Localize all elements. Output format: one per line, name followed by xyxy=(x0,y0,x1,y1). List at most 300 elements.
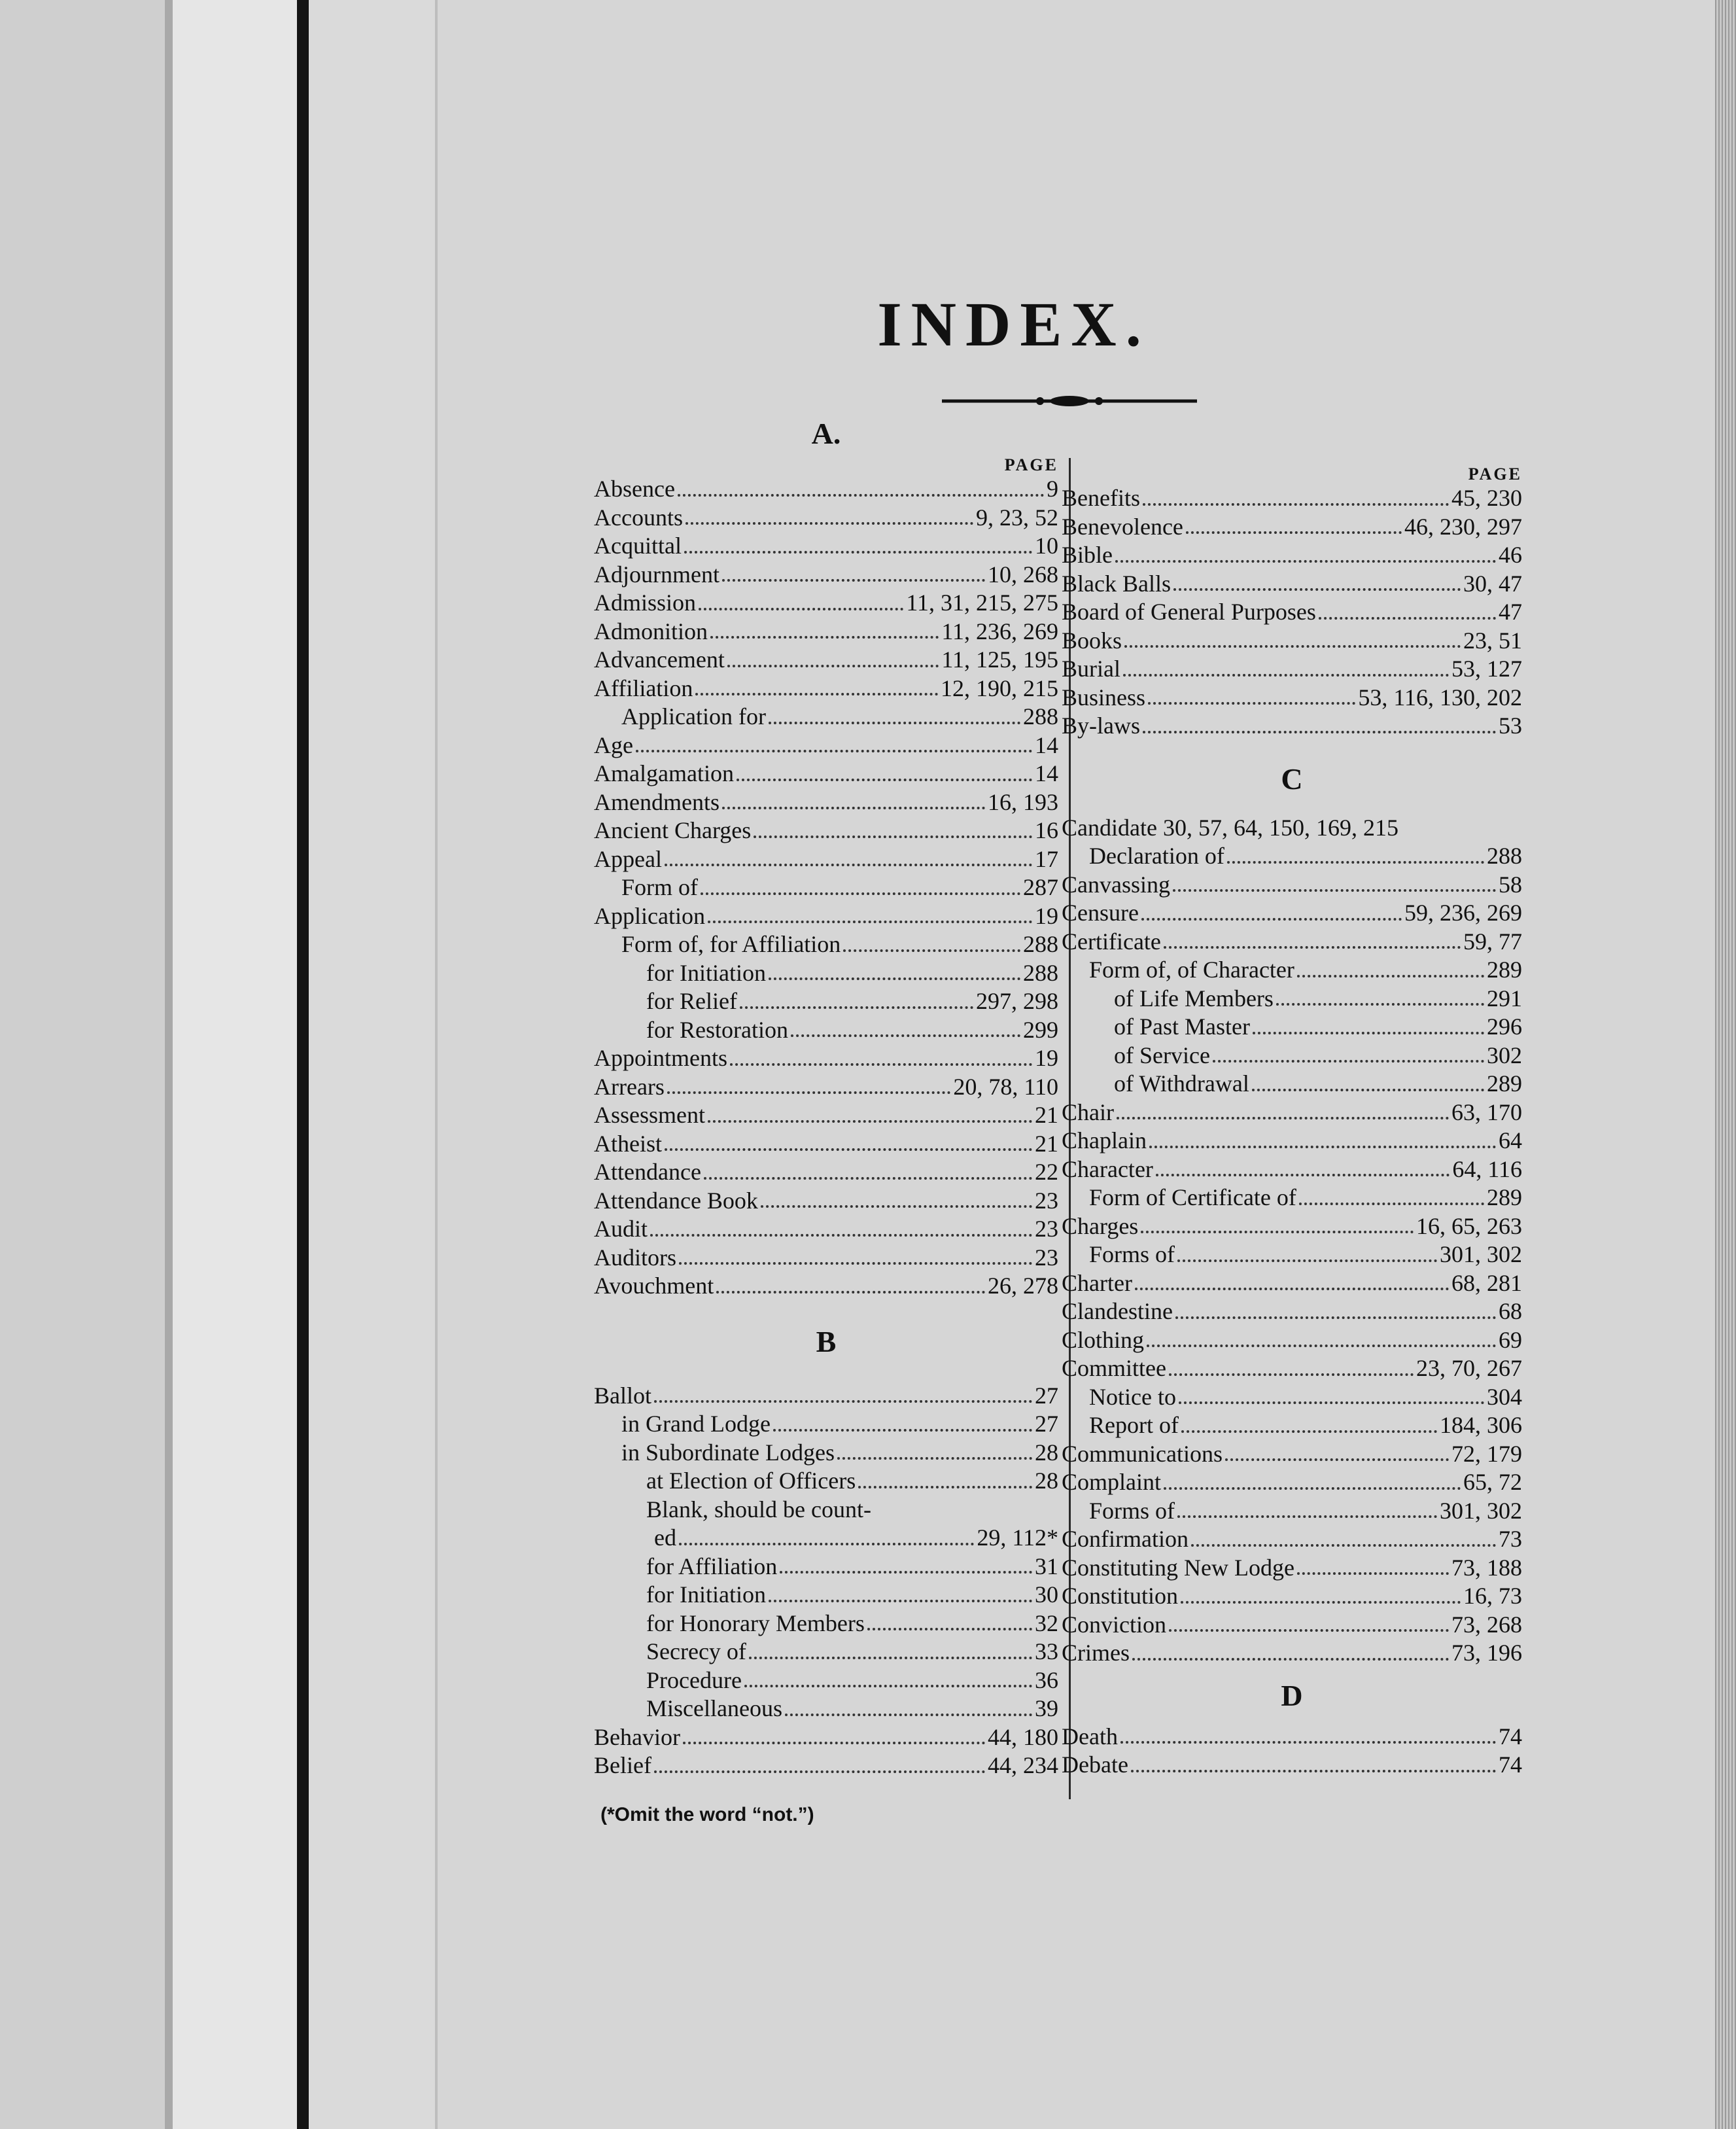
dot-leader xyxy=(1175,1316,1496,1319)
entry-pages: 288 xyxy=(1023,703,1058,730)
dot-leader xyxy=(665,1148,1032,1151)
entry-term: Chaplain xyxy=(1062,1127,1147,1153)
entry-pages: 301, 302 xyxy=(1440,1497,1522,1524)
entry-pages: 63, 170 xyxy=(1451,1099,1522,1125)
dot-leader xyxy=(1147,1345,1496,1347)
dot-leader xyxy=(1131,1770,1496,1772)
index-entry xyxy=(594,1524,1058,1553)
index-entry xyxy=(1062,1383,1522,1412)
dot-leader xyxy=(1181,1601,1461,1604)
index-entry xyxy=(594,902,1058,931)
entry-term: of Service xyxy=(1114,1042,1210,1068)
dot-leader xyxy=(704,1177,1032,1180)
entry-term: for Relief xyxy=(646,988,737,1014)
index-entry xyxy=(1062,598,1522,627)
page-stack-edge xyxy=(1715,0,1736,2129)
entry-pages: 46, 230, 297 xyxy=(1404,513,1522,540)
entry-term: Complaint xyxy=(1062,1469,1161,1495)
index-entry xyxy=(594,1244,1058,1273)
index-entry xyxy=(1062,1582,1522,1611)
entry-pages: 289 xyxy=(1487,957,1522,983)
entry-pages: 12, 190, 215 xyxy=(941,675,1058,701)
dot-leader xyxy=(1177,1259,1437,1262)
dot-leader xyxy=(1276,1003,1484,1006)
index-entry xyxy=(1062,1212,1522,1241)
entry-term: Character xyxy=(1062,1155,1153,1182)
entry-pages: 33 xyxy=(1035,1638,1058,1664)
entry-pages: 59, 236, 269 xyxy=(1404,900,1522,926)
backdrop-edge xyxy=(165,0,173,2129)
entry-pages: 74 xyxy=(1499,1723,1522,1750)
index-entry xyxy=(1062,1184,1522,1212)
entry-term: Behavior xyxy=(594,1723,680,1750)
entry-term: Benevolence xyxy=(1062,513,1183,540)
index-entry xyxy=(1062,842,1522,871)
entry-term: Affiliation xyxy=(594,675,693,701)
entry-pages: 28 xyxy=(1035,1468,1058,1494)
entry-term: Attendance Book xyxy=(594,1187,758,1214)
index-entry xyxy=(1062,1070,1522,1099)
dot-leader xyxy=(867,1628,1032,1630)
index-entry xyxy=(1062,570,1522,599)
entry-pages: 73, 268 xyxy=(1451,1611,1522,1638)
dot-leader xyxy=(1135,1288,1449,1290)
entry-pages: 27 xyxy=(1035,1382,1058,1409)
entry-term: for Initiation xyxy=(646,959,766,986)
entry-term: Amalgamation xyxy=(594,760,734,786)
dot-leader xyxy=(1141,918,1402,921)
index-entry xyxy=(594,1666,1058,1695)
entry-pages: 17 xyxy=(1035,845,1058,872)
dot-leader xyxy=(1115,560,1496,563)
index-entry xyxy=(1062,684,1522,713)
entry-term: Bible xyxy=(1062,542,1113,568)
entry-term: Secrecy of xyxy=(646,1638,746,1664)
index-entry xyxy=(594,959,1058,988)
entry-term: for Restoration xyxy=(646,1016,788,1043)
entry-pages: 9 xyxy=(1047,476,1058,502)
index-entry xyxy=(594,987,1058,1016)
index-entry xyxy=(1062,1042,1522,1070)
dot-leader xyxy=(1148,702,1355,705)
entry-pages: 23, 51 xyxy=(1463,627,1522,654)
entry-term: Appointments xyxy=(594,1045,727,1071)
entry-pages: 73, 196 xyxy=(1451,1640,1522,1666)
entry-pages: 28 xyxy=(1035,1439,1058,1466)
entry-pages: 64 xyxy=(1499,1127,1522,1153)
index-entry xyxy=(594,1130,1058,1159)
index-entry xyxy=(1062,513,1522,542)
entry-pages: 16, 73 xyxy=(1463,1583,1522,1609)
entry-pages: 46 xyxy=(1499,542,1522,568)
index-entry xyxy=(1062,928,1522,957)
dot-leader xyxy=(1173,889,1496,892)
entry-term: Form of, for Affiliation xyxy=(621,931,841,957)
entry-pages: 22 xyxy=(1035,1159,1058,1185)
index-entry xyxy=(594,532,1058,561)
entry-pages: 30 xyxy=(1035,1581,1058,1608)
entry-term: Auditors xyxy=(594,1244,676,1271)
entry-pages: 299 xyxy=(1023,1016,1058,1043)
index-entry xyxy=(1062,1497,1522,1526)
entry-pages: 21 xyxy=(1035,1130,1058,1157)
dot-leader xyxy=(1143,503,1449,506)
dot-leader xyxy=(1319,617,1496,620)
section-letter: A. xyxy=(811,417,841,450)
entry-pages: 14 xyxy=(1035,731,1058,758)
dot-leader xyxy=(1181,1430,1437,1433)
index-entry xyxy=(594,1638,1058,1666)
index-entry xyxy=(1062,985,1522,1013)
dot-leader xyxy=(665,864,1032,866)
entry-term: Clandestine xyxy=(1062,1298,1173,1324)
page-column-heading: PAGE xyxy=(1468,465,1522,484)
index-entry xyxy=(594,845,1058,874)
index-column-left xyxy=(594,419,1058,1780)
index-entry xyxy=(594,817,1058,845)
entry-term: Form of xyxy=(621,874,698,900)
index-entry xyxy=(594,504,1058,533)
dot-leader xyxy=(1169,1629,1449,1632)
entry-term: in Subordinate Lodges xyxy=(621,1439,835,1466)
dot-leader xyxy=(679,1262,1032,1265)
index-entry xyxy=(594,1073,1058,1102)
dot-leader xyxy=(1164,946,1461,949)
entry-term: Acquittal xyxy=(594,533,682,559)
index-entry xyxy=(1062,1297,1522,1326)
entry-term: Amendments xyxy=(594,788,720,815)
index-entry xyxy=(1062,627,1522,656)
dot-leader xyxy=(1141,1231,1414,1233)
entry-pages: 301, 302 xyxy=(1440,1241,1522,1267)
entry-pages: 11, 125, 195 xyxy=(941,646,1058,673)
entry-pages: 10, 268 xyxy=(988,561,1058,588)
index-entry xyxy=(1062,899,1522,928)
index-entry xyxy=(1062,1269,1522,1298)
entry-term: Conviction xyxy=(1062,1611,1166,1638)
entry-term: for Honorary Members xyxy=(646,1610,865,1636)
entry-term: Constitution xyxy=(1062,1583,1179,1609)
index-entry xyxy=(594,1581,1058,1610)
entry-term: Candidate 30, 57, 64, 150, 169, 215 xyxy=(1062,814,1398,841)
dot-leader xyxy=(650,1234,1032,1237)
entry-pages: 74 xyxy=(1499,1751,1522,1778)
dot-leader xyxy=(761,1205,1032,1208)
dot-leader xyxy=(1123,674,1449,677)
entry-pages: 289 xyxy=(1487,1070,1522,1097)
dot-leader xyxy=(780,1571,1032,1574)
entry-term: Burial xyxy=(1062,656,1120,682)
dot-leader xyxy=(1227,861,1484,864)
dot-leader xyxy=(1179,1401,1484,1404)
index-entry xyxy=(594,873,1058,902)
book-binding xyxy=(297,0,309,2129)
entry-pages: 288 xyxy=(1023,959,1058,986)
index-entry xyxy=(1062,1127,1522,1155)
entry-term: Admonition xyxy=(594,618,708,644)
entry-pages: 11, 31, 215, 275 xyxy=(906,589,1058,616)
dot-leader xyxy=(1143,731,1496,733)
index-entry xyxy=(594,1610,1058,1638)
entry-term: Declaration of xyxy=(1089,843,1224,869)
entry-term: Form of Certificate of xyxy=(1089,1184,1296,1210)
entry-term: Appeal xyxy=(594,845,662,872)
dot-leader xyxy=(1299,1203,1484,1205)
dot-leader xyxy=(1253,1032,1484,1034)
index-entry xyxy=(594,703,1058,731)
dot-leader xyxy=(699,608,903,610)
dot-leader xyxy=(678,494,1044,497)
entry-pages: 289 xyxy=(1487,1184,1522,1210)
entry-pages: 44, 234 xyxy=(988,1752,1058,1778)
entry-term: Form of, of Character xyxy=(1089,957,1294,983)
dot-leader xyxy=(1117,1117,1449,1119)
index-entry xyxy=(1062,1240,1522,1269)
entry-term: of Past Master xyxy=(1114,1013,1250,1040)
entry-term: Absence xyxy=(594,476,675,502)
index-entry xyxy=(1062,1468,1522,1497)
entry-term: Debate xyxy=(1062,1751,1128,1778)
index-entry xyxy=(1062,1440,1522,1469)
entry-pages: 30, 47 xyxy=(1463,570,1522,597)
index-entry xyxy=(594,1467,1058,1496)
entry-term: Advancement xyxy=(594,646,725,673)
dot-leader xyxy=(727,665,939,667)
index-entry xyxy=(1062,655,1522,684)
entry-term: Charter xyxy=(1062,1269,1132,1296)
index-entry xyxy=(1062,484,1522,513)
index-entry xyxy=(594,646,1058,675)
entry-term: for Affiliation xyxy=(646,1553,778,1579)
entry-pages: 23 xyxy=(1035,1244,1058,1271)
dot-leader xyxy=(722,579,985,582)
entry-term: Report of xyxy=(1089,1412,1179,1438)
entry-pages: 16, 193 xyxy=(988,788,1058,815)
index-entry xyxy=(594,1016,1058,1045)
entry-pages: 32 xyxy=(1035,1610,1058,1636)
entry-term: Board of General Purposes xyxy=(1062,599,1316,625)
entry-term: Forms of xyxy=(1089,1497,1175,1524)
index-entry xyxy=(1062,712,1522,741)
dot-leader xyxy=(684,551,1032,554)
dot-leader xyxy=(1132,1658,1449,1661)
entry-pages: 184, 306 xyxy=(1440,1412,1522,1438)
dot-leader xyxy=(769,977,1020,980)
entry-pages: 31 xyxy=(1035,1553,1058,1579)
entry-term: Blank, should be count- xyxy=(646,1496,871,1522)
entry-pages: 29, 112* xyxy=(977,1524,1058,1551)
dot-leader xyxy=(1120,1741,1496,1744)
dot-leader xyxy=(1173,588,1461,591)
dot-leader xyxy=(683,1742,985,1744)
entry-term: Censure xyxy=(1062,900,1139,926)
dot-leader xyxy=(1169,1373,1414,1376)
index-entry xyxy=(594,1187,1058,1216)
entry-term: for Initiation xyxy=(646,1581,766,1608)
entry-term: Crimes xyxy=(1062,1640,1130,1666)
entry-term: ed xyxy=(654,1524,676,1551)
backdrop-left xyxy=(0,0,171,2129)
index-entry xyxy=(594,1751,1058,1780)
index-entry xyxy=(1062,871,1522,900)
entry-pages: 36 xyxy=(1035,1666,1058,1693)
entry-pages: 26, 278 xyxy=(988,1273,1058,1299)
entry-term: Age xyxy=(594,731,633,758)
entry-pages: 68 xyxy=(1499,1298,1522,1324)
index-entry xyxy=(1062,1411,1522,1440)
dot-leader xyxy=(791,1034,1020,1037)
entry-pages: 65, 72 xyxy=(1463,1469,1522,1495)
entry-pages: 296 xyxy=(1487,1013,1522,1040)
facing-page-strip xyxy=(173,0,297,2129)
entry-pages: 287 xyxy=(1023,874,1058,900)
entry-pages: 21 xyxy=(1035,1102,1058,1128)
dot-leader xyxy=(1297,1572,1449,1575)
entry-term: Admission xyxy=(594,589,697,616)
section-letter: B xyxy=(816,1324,837,1358)
index-entry xyxy=(594,561,1058,589)
index-entry xyxy=(594,788,1058,817)
dot-leader xyxy=(1191,1544,1496,1547)
dot-leader xyxy=(1252,1089,1484,1091)
dot-leader xyxy=(710,636,939,639)
page-column-heading: PAGE xyxy=(1004,455,1058,474)
entry-pages: 69 xyxy=(1499,1326,1522,1353)
dot-leader xyxy=(701,892,1020,895)
entry-term: of Withdrawal xyxy=(1114,1070,1249,1097)
dot-leader xyxy=(654,1770,985,1773)
entry-pages: 288 xyxy=(1023,931,1058,957)
dot-leader xyxy=(686,522,973,525)
entry-term: Atheist xyxy=(594,1130,662,1157)
title-ornament xyxy=(942,391,1197,411)
entry-pages: 45, 230 xyxy=(1451,485,1522,511)
index-entry xyxy=(594,731,1058,760)
entry-term: Black Balls xyxy=(1062,570,1171,597)
entry-term: Benefits xyxy=(1062,485,1140,511)
index-entry xyxy=(594,1695,1058,1723)
entry-pages: 53, 127 xyxy=(1451,656,1522,682)
dot-leader xyxy=(722,807,985,809)
entry-term: Charges xyxy=(1062,1212,1139,1239)
index-entry xyxy=(594,930,1058,959)
entry-pages: 73, 188 xyxy=(1451,1554,1522,1581)
entry-pages: 58 xyxy=(1499,871,1522,898)
entry-pages: 23, 70, 267 xyxy=(1416,1355,1522,1381)
entry-pages: 39 xyxy=(1035,1695,1058,1721)
entry-term: Accounts xyxy=(594,504,683,531)
entry-pages: 14 xyxy=(1035,760,1058,786)
dot-leader xyxy=(1149,1146,1496,1148)
dot-leader xyxy=(679,1543,974,1545)
dot-leader xyxy=(1177,1515,1437,1518)
entry-pages: 16, 65, 263 xyxy=(1416,1212,1522,1239)
footnote: (*Omit the word “not.”) xyxy=(600,1804,814,1825)
entry-term: Constituting New Lodge xyxy=(1062,1554,1294,1581)
dot-leader xyxy=(1225,1458,1449,1461)
index-entry xyxy=(594,1044,1058,1073)
page-fold xyxy=(435,0,438,2129)
index-entry xyxy=(594,1215,1058,1244)
entry-pages: 59, 77 xyxy=(1463,928,1522,955)
dot-leader xyxy=(785,1714,1032,1716)
index-entry xyxy=(594,1496,1058,1524)
dot-leader xyxy=(744,1685,1032,1687)
dot-leader xyxy=(843,949,1020,952)
entry-term: Arrears xyxy=(594,1073,665,1100)
dot-leader xyxy=(730,1063,1032,1066)
dot-leader xyxy=(1124,645,1461,648)
dot-leader xyxy=(1164,1487,1461,1490)
dot-leader xyxy=(1156,1174,1450,1176)
entry-term: Ancient Charges xyxy=(594,817,752,843)
section-letter: C xyxy=(1281,762,1303,796)
index-entry xyxy=(1062,1354,1522,1383)
dot-leader xyxy=(773,1429,1032,1432)
index-entry xyxy=(594,1158,1058,1187)
entry-term: Certificate xyxy=(1062,928,1161,955)
entry-pages: 53 xyxy=(1499,713,1522,739)
index-entry xyxy=(594,1439,1058,1468)
index-entry xyxy=(1062,1723,1522,1751)
index-entry xyxy=(1062,956,1522,985)
entry-pages: 291 xyxy=(1487,985,1522,1012)
dot-leader xyxy=(837,1457,1032,1460)
entry-pages: 73 xyxy=(1499,1526,1522,1552)
index-entry xyxy=(594,589,1058,618)
dot-leader xyxy=(695,693,938,695)
entry-pages: 72, 179 xyxy=(1451,1440,1522,1467)
entry-pages: 19 xyxy=(1035,902,1058,929)
entry-term: Audit xyxy=(594,1216,648,1242)
entry-pages: 10 xyxy=(1035,533,1058,559)
entry-pages: 53, 116, 130, 202 xyxy=(1358,684,1522,711)
entry-pages: 297, 298 xyxy=(976,988,1058,1014)
entry-term: Attendance xyxy=(594,1159,701,1185)
entry-pages: 288 xyxy=(1487,843,1522,869)
index-entry xyxy=(594,1410,1058,1439)
entry-pages: 64, 116 xyxy=(1452,1155,1522,1182)
dot-leader xyxy=(1213,1060,1484,1063)
index-entry xyxy=(594,760,1058,788)
index-entry xyxy=(1062,541,1522,570)
entry-pages: 302 xyxy=(1487,1042,1522,1068)
dot-leader xyxy=(737,779,1032,781)
dot-leader xyxy=(708,921,1032,923)
index-entry xyxy=(594,1272,1058,1301)
dot-leader xyxy=(1186,531,1402,534)
entry-term: Belief xyxy=(594,1752,651,1778)
entry-pages: 9, 23, 52 xyxy=(976,504,1058,531)
entry-pages: 27 xyxy=(1035,1411,1058,1437)
entry-term: at Election of Officers xyxy=(646,1468,856,1494)
entry-term: Death xyxy=(1062,1723,1118,1750)
index-entry xyxy=(594,618,1058,646)
entry-term: Ballot xyxy=(594,1382,651,1409)
entry-pages: 20, 78, 110 xyxy=(953,1073,1058,1100)
entry-term: Application xyxy=(594,902,705,929)
entry-term: Communications xyxy=(1062,1440,1223,1467)
entry-term: By-laws xyxy=(1062,713,1140,739)
dot-leader xyxy=(708,1120,1032,1123)
entry-pages: 23 xyxy=(1035,1187,1058,1214)
entry-pages: 44, 180 xyxy=(988,1723,1058,1750)
index-entry xyxy=(594,1382,1058,1411)
index-entry xyxy=(594,1723,1058,1752)
entry-term: Chair xyxy=(1062,1099,1114,1125)
index-entry xyxy=(1062,1525,1522,1554)
index-entry xyxy=(594,1553,1058,1581)
